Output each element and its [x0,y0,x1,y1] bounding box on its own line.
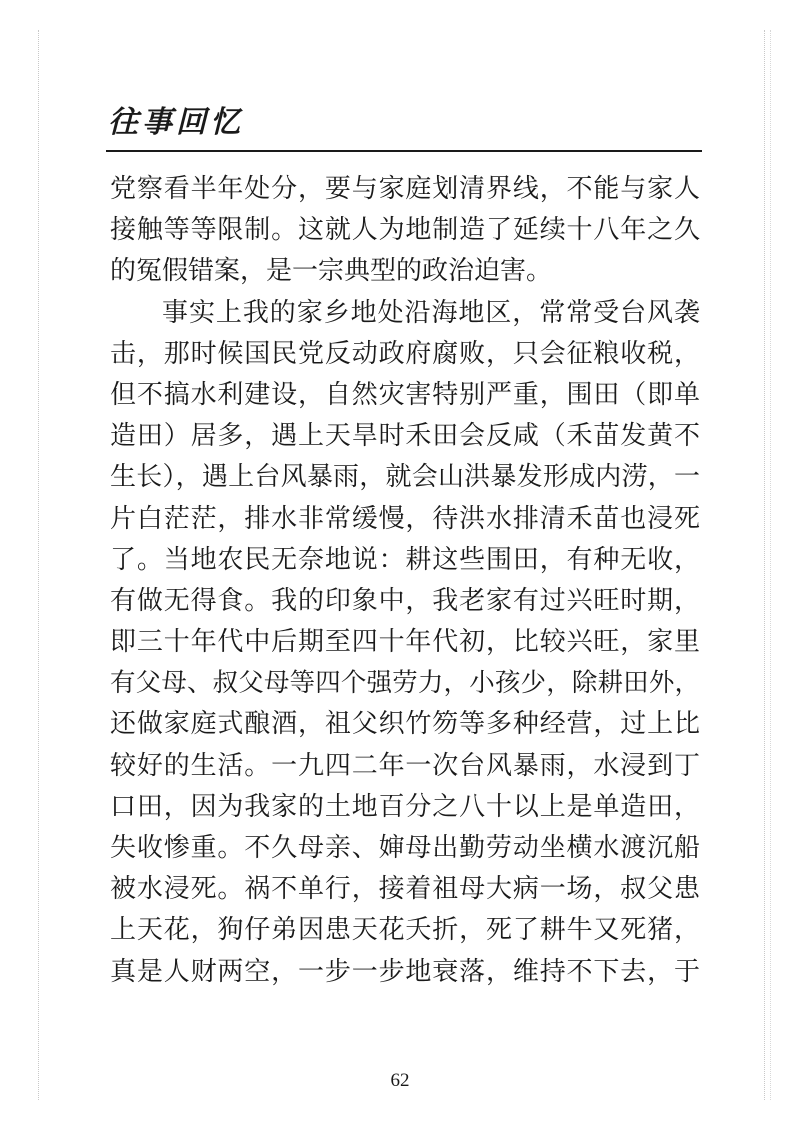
text-line: 上天花，狗仔弟因患天花夭折，死了耕牛又死猪， [110,915,700,946]
page-number: 62 [390,1070,410,1091]
text-line: 生长），遇上台风暴雨，就会山洪暴发形成内涝，一 [110,462,700,493]
text-line: 真是人财两空，一步一步地衰落，维持不下去，于 [110,956,700,987]
text-line: 失收惨重。不久母亲、婶母出勤劳动坐横水渡沉船 [110,833,700,863]
header-rule [106,150,702,152]
text-line: 片白茫茫，排水非常缓慢，待洪水排清禾苗也浸死 [110,503,700,534]
text-line: 造田）居多，遇上天旱时禾田会反咸（禾苗发黄不 [110,421,700,452]
text-line: 党察看半年处分，要与家庭划清界线，不能与家人 [110,174,700,204]
running-header-title: 往事回忆 [108,105,244,140]
text-line: 被水浸死。祸不单行，接着祖母大病一场，叔父患 [110,874,700,905]
text-line: 的冤假错案，是一宗典型的政治迫害。 [110,256,553,287]
text-line: 较好的生活。一九四二年一次台风暴雨，水浸到丁 [110,750,700,781]
text-line: 但不搞水利建设，自然灾害特别严重，围田（即单 [110,379,700,410]
text-line: 口田，因为我家的土地百分之八十以上是单造田， [110,791,700,822]
text-line: 有做无得食。我的印象中，我老家有过兴旺时期， [110,585,700,616]
scan-edge-left [38,30,39,1100]
text-line: 即三十年代中后期至四十年代初，比较兴旺，家里 [110,627,700,658]
text-line: 有父母、叔父母等四个强劳力，小孩少，除耕田外， [110,668,700,699]
text-line: 还做家庭式酿酒，祖父织竹笏等多种经营，过上比 [110,709,700,740]
body-text [110,169,700,993]
text-line: 击，那时候国民党反动政府腐败，只会征粮收税， [110,338,700,369]
scan-edge-right [764,30,765,1100]
paragraph-first-line: 事实上我的家乡地处沿海地区，常常受台风袭 [162,297,700,328]
text-line: 了。当地农民无奈地说：耕这些围田，有种无收， [110,544,700,575]
text-line: 接触等等限制。这就人为地制造了延续十八年之久 [110,215,700,246]
scan-edge-right-inner [770,30,771,1100]
